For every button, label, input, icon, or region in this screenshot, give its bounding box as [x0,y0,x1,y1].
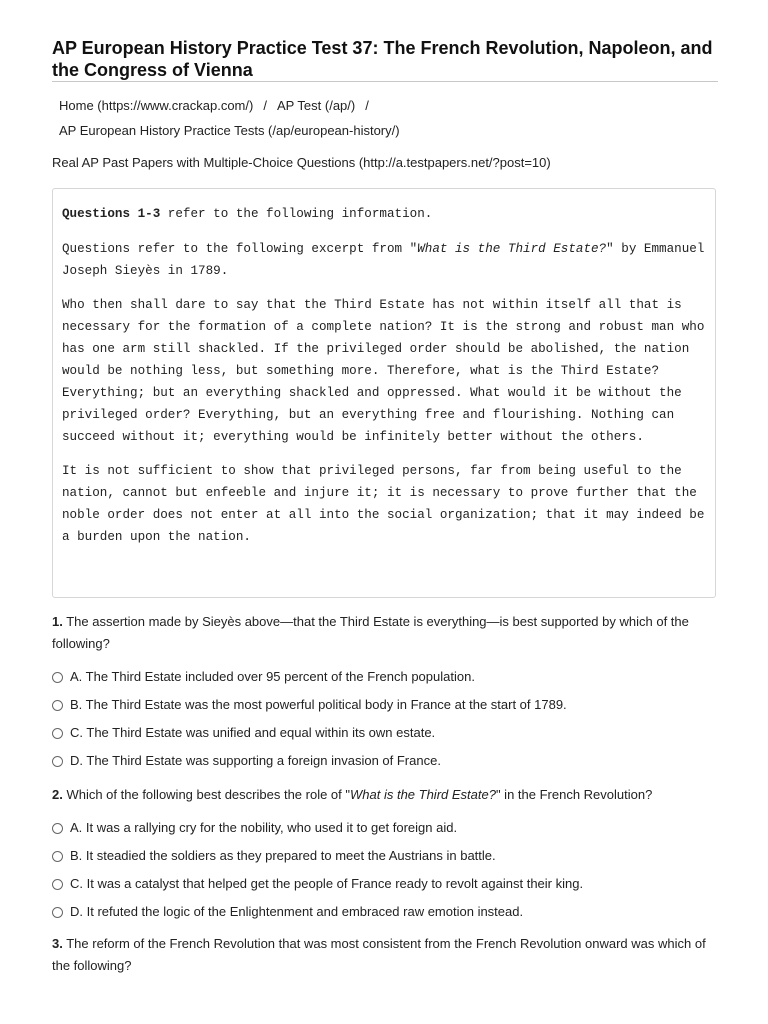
radio-button[interactable] [52,672,63,683]
question-text-italic: What is the Third Estate? [350,787,496,802]
radio-button[interactable] [52,756,63,767]
passage-intro-text: refer to the following information. [160,207,433,221]
question-1-option-d[interactable] [52,752,712,770]
breadcrumb-ap-test-link[interactable]: AP Test (/ap/) [276,98,356,113]
passage-paragraph-1: Who then shall dare to say that the Third Estate has not within itself all that is necessary for the formation of a complete nation? It is the strong and robust man who has one arm still shackled. If the privileged order should be abolished, the nation would be nothing less, but something more. Therefore, what is the Third Estate? Everything; but an everything shackled and oppressed. What would it be without the privileged order? Everything, but an everything free and flourishing. Nothing can succeed without it; everything would be infinitely better without the others. [62,298,705,444]
source-link[interactable]: Real AP Past Papers with Multiple-Choice Questions (http://a.testpapers.net/?post=10) [52,155,551,170]
breadcrumb-european-history-link[interactable]: AP European History Practice Tests (/ap/european-history/) [59,123,400,138]
option-label: C. The Third Estate was unified and equal within its own estate. [70,725,436,740]
option-label: D. The Third Estate was supporting a foreign invasion of France. [70,753,441,768]
question-text: The assertion made by Sieyès above—that the Third Estate is everything—is best supported by which of the following? [52,614,689,651]
source-line-post: " by Emmanuel Joseph Sieyès in 1789. [62,242,705,278]
question-3 [52,933,720,977]
question-1-option-b[interactable] [52,696,712,714]
option-label: B. It steadied the soldiers as they prepared to meet the Austrians in battle. [70,848,496,863]
question-2 [52,784,720,806]
radio-button[interactable] [52,728,63,739]
question-text-pre: Which of the following best describes the role of " [62,787,350,802]
question-text-post: " in the French Revolution? [495,787,653,802]
option-label: A. The Third Estate included over 95 percent of the French population. [70,669,475,684]
passage-paragraph-2: It is not sufficient to show that privileged persons, far from being useful to the nation, cannot but enfeeble and injure it; it is necessary to prove further that the noble order does not enter at all into the social organization; that it may indeed be a burden upon the nation. [62,464,705,544]
passage-box [52,188,716,598]
radio-button[interactable] [52,879,63,890]
question-number: 2. [52,787,63,802]
question-2-option-c[interactable] [52,875,712,893]
excerpt-title: What is the Third Estate? [417,242,607,256]
option-label: A. It was a rallying cry for the nobility, who used it to get foreign aid. [70,820,458,835]
option-label: C. It was a catalyst that helped get the people of France ready to revolt against their king. [70,876,584,891]
radio-button[interactable] [52,700,63,711]
page-title: AP European History Practice Test 37: The French Revolution, Napoleon, and the Congress of Vienna [52,38,713,80]
title-divider [52,81,718,82]
radio-button[interactable] [52,851,63,862]
breadcrumb-separator: / [365,98,369,113]
question-2-option-d[interactable] [52,903,712,921]
passage-intro [62,203,706,225]
radio-button[interactable] [52,823,63,834]
question-1 [52,611,720,655]
option-label: B. The Third Estate was the most powerful political body in France at the start of 1789. [70,697,567,712]
passage-source-line [62,238,706,282]
radio-button[interactable] [52,907,63,918]
question-2-option-a[interactable] [52,819,712,837]
question-1-option-a[interactable] [52,668,712,686]
question-2-option-b[interactable] [52,847,712,865]
question-range: Questions 1-3 [62,207,161,221]
question-number: 3. [52,936,63,951]
question-1-option-c[interactable] [52,724,712,742]
breadcrumb-separator: / [263,98,267,113]
breadcrumb-home-link[interactable]: Home (https://www.crackap.com/) [59,98,254,113]
option-label: D. It refuted the logic of the Enlightenment and embraced raw emotion instead. [70,904,524,919]
source-line-pre: Questions refer to the following excerpt from " [62,242,418,256]
question-number: 1. [52,614,63,629]
breadcrumb [59,93,719,143]
question-text: The reform of the French Revolution that was most consistent from the French Revolution onward was which of the following? [52,936,706,973]
